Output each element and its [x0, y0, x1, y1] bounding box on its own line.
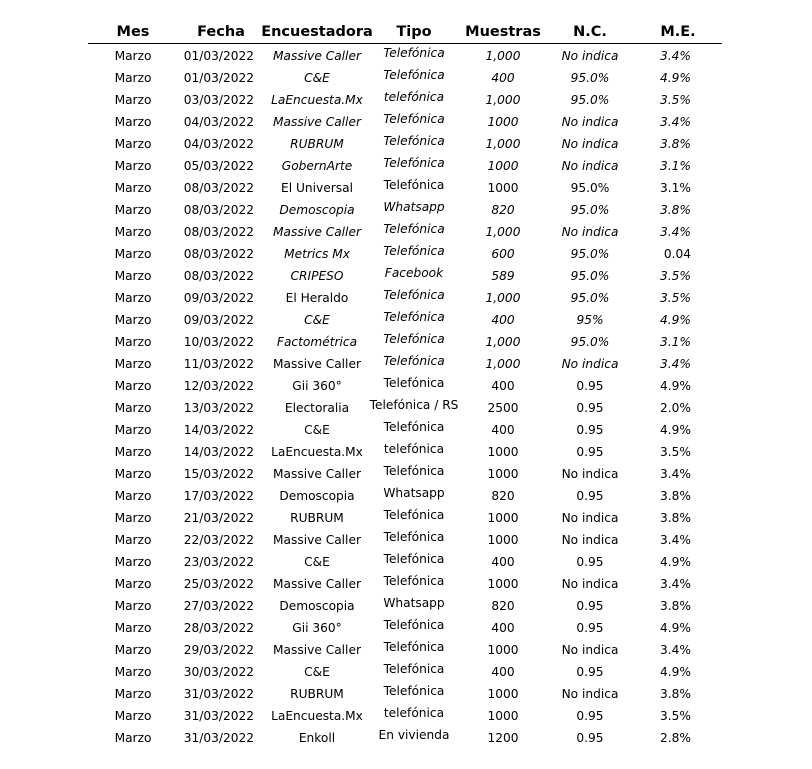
- cell-me: 4.9%: [660, 555, 691, 569]
- cell-mes: Marzo: [114, 357, 152, 371]
- cell-encuestadora: Massive Caller: [273, 533, 361, 547]
- cell-mes: Marzo: [114, 203, 152, 217]
- header-fecha: Fecha: [197, 24, 245, 40]
- cell-nc: No indica: [561, 467, 619, 481]
- cell-nc: No indica: [561, 511, 619, 525]
- cell-nc: No indica: [561, 687, 619, 701]
- cell-nc: 0.95: [576, 599, 604, 613]
- cell-mes: Marzo: [114, 445, 152, 459]
- cell-muestras: 1,000: [485, 335, 521, 349]
- cell-tipo: Telefónica: [383, 112, 445, 126]
- cell-fecha: 08/03/2022: [183, 203, 254, 217]
- cell-mes: Marzo: [114, 379, 152, 393]
- cell-tipo: Whatsapp: [383, 596, 445, 610]
- cell-nc: 0.95: [576, 555, 604, 569]
- cell-mes: Marzo: [114, 533, 152, 547]
- cell-encuestadora: Massive Caller: [273, 357, 361, 371]
- cell-muestras: 400: [491, 313, 515, 327]
- cell-mes: Marzo: [114, 643, 152, 657]
- cell-encuestadora: Demoscopia: [279, 203, 355, 217]
- cell-fecha: 08/03/2022: [183, 247, 254, 261]
- cell-tipo: Telefónica: [383, 464, 445, 478]
- cell-tipo: Telefónica: [383, 134, 445, 148]
- cell-nc: 0.95: [576, 489, 604, 503]
- cell-nc: 95.0%: [570, 291, 610, 305]
- cell-muestras: 1000: [487, 181, 519, 195]
- cell-fecha: 09/03/2022: [183, 291, 254, 305]
- cell-encuestadora: Gii 360°: [292, 379, 342, 393]
- cell-mes: Marzo: [114, 115, 152, 129]
- cell-encuestadora: Massive Caller: [273, 577, 361, 591]
- cell-nc: 95.0%: [570, 93, 610, 107]
- cell-me: 2.0%: [660, 401, 691, 415]
- cell-tipo: Telefónica: [383, 552, 445, 566]
- cell-tipo: Telefónica: [383, 618, 445, 632]
- cell-fecha: 08/03/2022: [183, 225, 254, 239]
- cell-mes: Marzo: [114, 599, 152, 613]
- cell-mes: Marzo: [114, 181, 152, 195]
- cell-me: 4.9%: [660, 665, 691, 679]
- cell-mes: Marzo: [114, 423, 152, 437]
- cell-mes: Marzo: [114, 401, 152, 415]
- cell-encuestadora: Gii 360°: [292, 621, 342, 635]
- cell-fecha: 09/03/2022: [183, 313, 254, 327]
- cell-encuestadora: Massive Caller: [273, 225, 361, 239]
- cell-fecha: 05/03/2022: [183, 159, 254, 173]
- cell-me: 3.4%: [660, 577, 691, 591]
- cell-tipo: telefónica: [383, 706, 445, 720]
- cell-fecha: 10/03/2022: [183, 335, 254, 349]
- cell-tipo: Telefónica / RS: [369, 398, 459, 412]
- cell-fecha: 08/03/2022: [183, 269, 254, 283]
- cell-me: 3.4%: [660, 225, 691, 239]
- cell-mes: Marzo: [114, 577, 152, 591]
- cell-muestras: 1000: [487, 159, 519, 173]
- cell-mes: Marzo: [114, 269, 152, 283]
- cell-me: 3.5%: [660, 445, 691, 459]
- cell-me: 0.04: [663, 247, 691, 261]
- cell-muestras: 820: [491, 203, 515, 217]
- cell-me: 3.8%: [660, 203, 691, 217]
- cell-me: 4.9%: [660, 313, 691, 327]
- cell-me: 3.8%: [660, 687, 691, 701]
- cell-encuestadora: LaEncuesta.Mx: [271, 93, 363, 107]
- cell-encuestadora: Demoscopia: [279, 599, 355, 613]
- cell-fecha: 25/03/2022: [183, 577, 254, 591]
- cell-tipo: En vivienda: [378, 728, 450, 742]
- cell-mes: Marzo: [114, 313, 152, 327]
- cell-fecha: 03/03/2022: [183, 93, 254, 107]
- cell-mes: Marzo: [114, 49, 152, 63]
- cell-mes: Marzo: [114, 511, 152, 525]
- cell-muestras: 589: [491, 269, 515, 283]
- header-encuestadora: Encuestadora: [261, 24, 373, 40]
- cell-me: 4.9%: [660, 621, 691, 635]
- header-me: M.E.: [660, 24, 696, 40]
- cell-me: 4.9%: [660, 379, 691, 393]
- cell-nc: No indica: [561, 533, 619, 547]
- cell-muestras: 820: [491, 599, 515, 613]
- cell-nc: No indica: [561, 115, 619, 129]
- cell-muestras: 820: [491, 489, 515, 503]
- cell-fecha: 28/03/2022: [183, 621, 254, 635]
- cell-muestras: 1000: [487, 643, 519, 657]
- cell-nc: 95.0%: [570, 181, 610, 195]
- cell-tipo: Telefónica: [383, 684, 445, 698]
- cell-muestras: 1000: [487, 467, 519, 481]
- cell-encuestadora: Enkoll: [298, 731, 336, 745]
- cell-fecha: 04/03/2022: [183, 115, 254, 129]
- cell-muestras: 1,000: [485, 225, 521, 239]
- cell-mes: Marzo: [114, 489, 152, 503]
- cell-nc: 95.0%: [570, 247, 610, 261]
- cell-me: 3.5%: [660, 709, 691, 723]
- cell-fecha: 12/03/2022: [183, 379, 254, 393]
- cell-muestras: 400: [491, 621, 515, 635]
- cell-fecha: 11/03/2022: [183, 357, 254, 371]
- cell-fecha: 04/03/2022: [183, 137, 254, 151]
- cell-encuestadora: C&E: [304, 313, 330, 327]
- cell-fecha: 08/03/2022: [183, 181, 254, 195]
- cell-muestras: 1000: [487, 445, 519, 459]
- cell-mes: Marzo: [114, 159, 152, 173]
- header-mes: Mes: [116, 24, 150, 40]
- cell-me: 3.4%: [660, 49, 691, 63]
- cell-mes: Marzo: [114, 93, 152, 107]
- cell-muestras: 1000: [487, 687, 519, 701]
- cell-encuestadora: Massive Caller: [273, 115, 361, 129]
- cell-fecha: 31/03/2022: [183, 731, 254, 745]
- cell-nc: No indica: [561, 577, 619, 591]
- cell-mes: Marzo: [114, 467, 152, 481]
- cell-muestras: 600: [491, 247, 515, 261]
- cell-me: 3.4%: [660, 357, 691, 371]
- cell-muestras: 2500: [487, 401, 519, 415]
- cell-fecha: 13/03/2022: [183, 401, 254, 415]
- cell-tipo: Telefónica: [383, 420, 445, 434]
- cell-nc: 95.0%: [570, 71, 610, 85]
- header-muestras: Muestras: [465, 24, 541, 40]
- cell-tipo: Telefónica: [383, 640, 445, 654]
- cell-encuestadora: Demoscopia: [279, 489, 355, 503]
- cell-me: 3.5%: [660, 291, 691, 305]
- cell-me: 3.8%: [660, 137, 691, 151]
- cell-tipo: Telefónica: [383, 530, 445, 544]
- cell-nc: 0.95: [576, 379, 604, 393]
- cell-mes: Marzo: [114, 709, 152, 723]
- cell-muestras: 1000: [487, 577, 519, 591]
- cell-muestras: 400: [491, 71, 515, 85]
- cell-fecha: 29/03/2022: [183, 643, 254, 657]
- cell-tipo: telefónica: [383, 90, 445, 104]
- cell-encuestadora: RUBRUM: [290, 511, 344, 525]
- cell-me: 3.8%: [660, 511, 691, 525]
- cell-tipo: Telefónica: [383, 376, 445, 390]
- cell-tipo: Whatsapp: [383, 200, 445, 214]
- cell-nc: 0.95: [576, 445, 604, 459]
- cell-tipo: Telefónica: [383, 354, 445, 368]
- cell-encuestadora: RUBRUM: [290, 687, 344, 701]
- cell-nc: 0.95: [576, 401, 604, 415]
- cell-muestras: 1000: [487, 709, 519, 723]
- cell-encuestadora: Massive Caller: [273, 49, 361, 63]
- cell-me: 3.4%: [660, 533, 691, 547]
- cell-encuestadora: C&E: [304, 71, 330, 85]
- cell-tipo: Telefónica: [383, 310, 445, 324]
- cell-tipo: Telefónica: [383, 662, 445, 676]
- cell-me: 3.8%: [660, 489, 691, 503]
- cell-me: 3.1%: [660, 159, 691, 173]
- cell-muestras: 1,000: [485, 93, 521, 107]
- cell-mes: Marzo: [114, 71, 152, 85]
- cell-encuestadora: Factométrica: [276, 335, 358, 349]
- cell-fecha: 14/03/2022: [183, 423, 254, 437]
- cell-nc: 95.0%: [570, 335, 610, 349]
- cell-fecha: 01/03/2022: [183, 71, 254, 85]
- cell-tipo: Facebook: [384, 266, 444, 280]
- cell-tipo: Telefónica: [383, 332, 445, 346]
- cell-nc: No indica: [561, 159, 619, 173]
- cell-nc: 0.95: [576, 665, 604, 679]
- cell-mes: Marzo: [114, 665, 152, 679]
- cell-muestras: 400: [491, 423, 515, 437]
- cell-fecha: 31/03/2022: [183, 687, 254, 701]
- cell-tipo: Telefónica: [383, 508, 445, 522]
- cell-encuestadora: Massive Caller: [273, 467, 361, 481]
- cell-fecha: 15/03/2022: [183, 467, 254, 481]
- cell-encuestadora: Massive Caller: [273, 643, 361, 657]
- cell-mes: Marzo: [114, 225, 152, 239]
- cell-fecha: 01/03/2022: [183, 49, 254, 63]
- cell-tipo: Telefónica: [383, 178, 445, 192]
- table-row: [0, 727, 812, 749]
- cell-tipo: Telefónica: [383, 46, 445, 60]
- cell-fecha: 22/03/2022: [183, 533, 254, 547]
- cell-encuestadora: RUBRUM: [290, 137, 344, 151]
- cell-encuestadora: Metrics Mx: [284, 247, 350, 261]
- cell-nc: 95%: [576, 313, 604, 327]
- cell-muestras: 1,000: [485, 137, 521, 151]
- cell-muestras: 1,000: [485, 49, 521, 63]
- cell-me: 3.4%: [660, 643, 691, 657]
- cell-me: 3.1%: [660, 335, 691, 349]
- cell-nc: 0.95: [576, 731, 604, 745]
- cell-muestras: 1000: [487, 115, 519, 129]
- cell-encuestadora: Electoralia: [284, 401, 350, 415]
- cell-fecha: 17/03/2022: [183, 489, 254, 503]
- cell-mes: Marzo: [114, 137, 152, 151]
- cell-encuestadora: GobernArte: [281, 159, 353, 173]
- cell-me: 4.9%: [660, 71, 691, 85]
- cell-mes: Marzo: [114, 731, 152, 745]
- cell-nc: No indica: [561, 643, 619, 657]
- cell-muestras: 1,000: [485, 291, 521, 305]
- cell-nc: No indica: [561, 225, 619, 239]
- cell-me: 3.5%: [660, 93, 691, 107]
- cell-nc: 0.95: [576, 423, 604, 437]
- cell-nc: No indica: [561, 137, 619, 151]
- cell-encuestadora: El Heraldo: [285, 291, 349, 305]
- cell-fecha: 23/03/2022: [183, 555, 254, 569]
- cell-fecha: 31/03/2022: [183, 709, 254, 723]
- cell-me: 4.9%: [660, 423, 691, 437]
- cell-fecha: 21/03/2022: [183, 511, 254, 525]
- cell-nc: 0.95: [576, 709, 604, 723]
- cell-muestras: 400: [491, 379, 515, 393]
- cell-encuestadora: LaEncuesta.Mx: [271, 445, 363, 459]
- cell-nc: 0.95: [576, 621, 604, 635]
- cell-me: 3.4%: [660, 467, 691, 481]
- cell-me: 3.8%: [660, 599, 691, 613]
- cell-tipo: Telefónica: [383, 574, 445, 588]
- cell-tipo: Telefónica: [383, 222, 445, 236]
- cell-tipo: Whatsapp: [383, 486, 445, 500]
- cell-nc: No indica: [561, 49, 619, 63]
- cell-me: 3.5%: [660, 269, 691, 283]
- cell-muestras: 1200: [487, 731, 519, 745]
- cell-mes: Marzo: [114, 247, 152, 261]
- cell-tipo: Telefónica: [383, 288, 445, 302]
- cell-tipo: telefónica: [383, 442, 445, 456]
- cell-muestras: 1,000: [485, 357, 521, 371]
- cell-encuestadora: LaEncuesta.Mx: [271, 709, 363, 723]
- cell-me: 3.1%: [660, 181, 691, 195]
- cell-muestras: 400: [491, 665, 515, 679]
- cell-encuestadora: CRIPESO: [290, 269, 344, 283]
- cell-tipo: Telefónica: [383, 156, 445, 170]
- cell-nc: 95.0%: [570, 269, 610, 283]
- cell-muestras: 1000: [487, 533, 519, 547]
- cell-mes: Marzo: [114, 335, 152, 349]
- cell-mes: Marzo: [114, 291, 152, 305]
- cell-mes: Marzo: [114, 555, 152, 569]
- header-tipo: Tipo: [396, 24, 432, 40]
- cell-muestras: 400: [491, 555, 515, 569]
- cell-fecha: 14/03/2022: [183, 445, 254, 459]
- cell-tipo: Telefónica: [383, 244, 445, 258]
- cell-fecha: 27/03/2022: [183, 599, 254, 613]
- cell-nc: No indica: [561, 357, 619, 371]
- cell-muestras: 1000: [487, 511, 519, 525]
- cell-me: 3.4%: [660, 115, 691, 129]
- cell-me: 2.8%: [660, 731, 691, 745]
- cell-tipo: Telefónica: [383, 68, 445, 82]
- cell-mes: Marzo: [114, 687, 152, 701]
- cell-nc: 95.0%: [570, 203, 610, 217]
- cell-encuestadora: C&E: [304, 423, 330, 437]
- header-nc: N.C.: [573, 24, 607, 40]
- cell-encuestadora: El Universal: [281, 181, 353, 195]
- cell-encuestadora: C&E: [304, 665, 330, 679]
- cell-fecha: 30/03/2022: [183, 665, 254, 679]
- cell-mes: Marzo: [114, 621, 152, 635]
- cell-encuestadora: C&E: [304, 555, 330, 569]
